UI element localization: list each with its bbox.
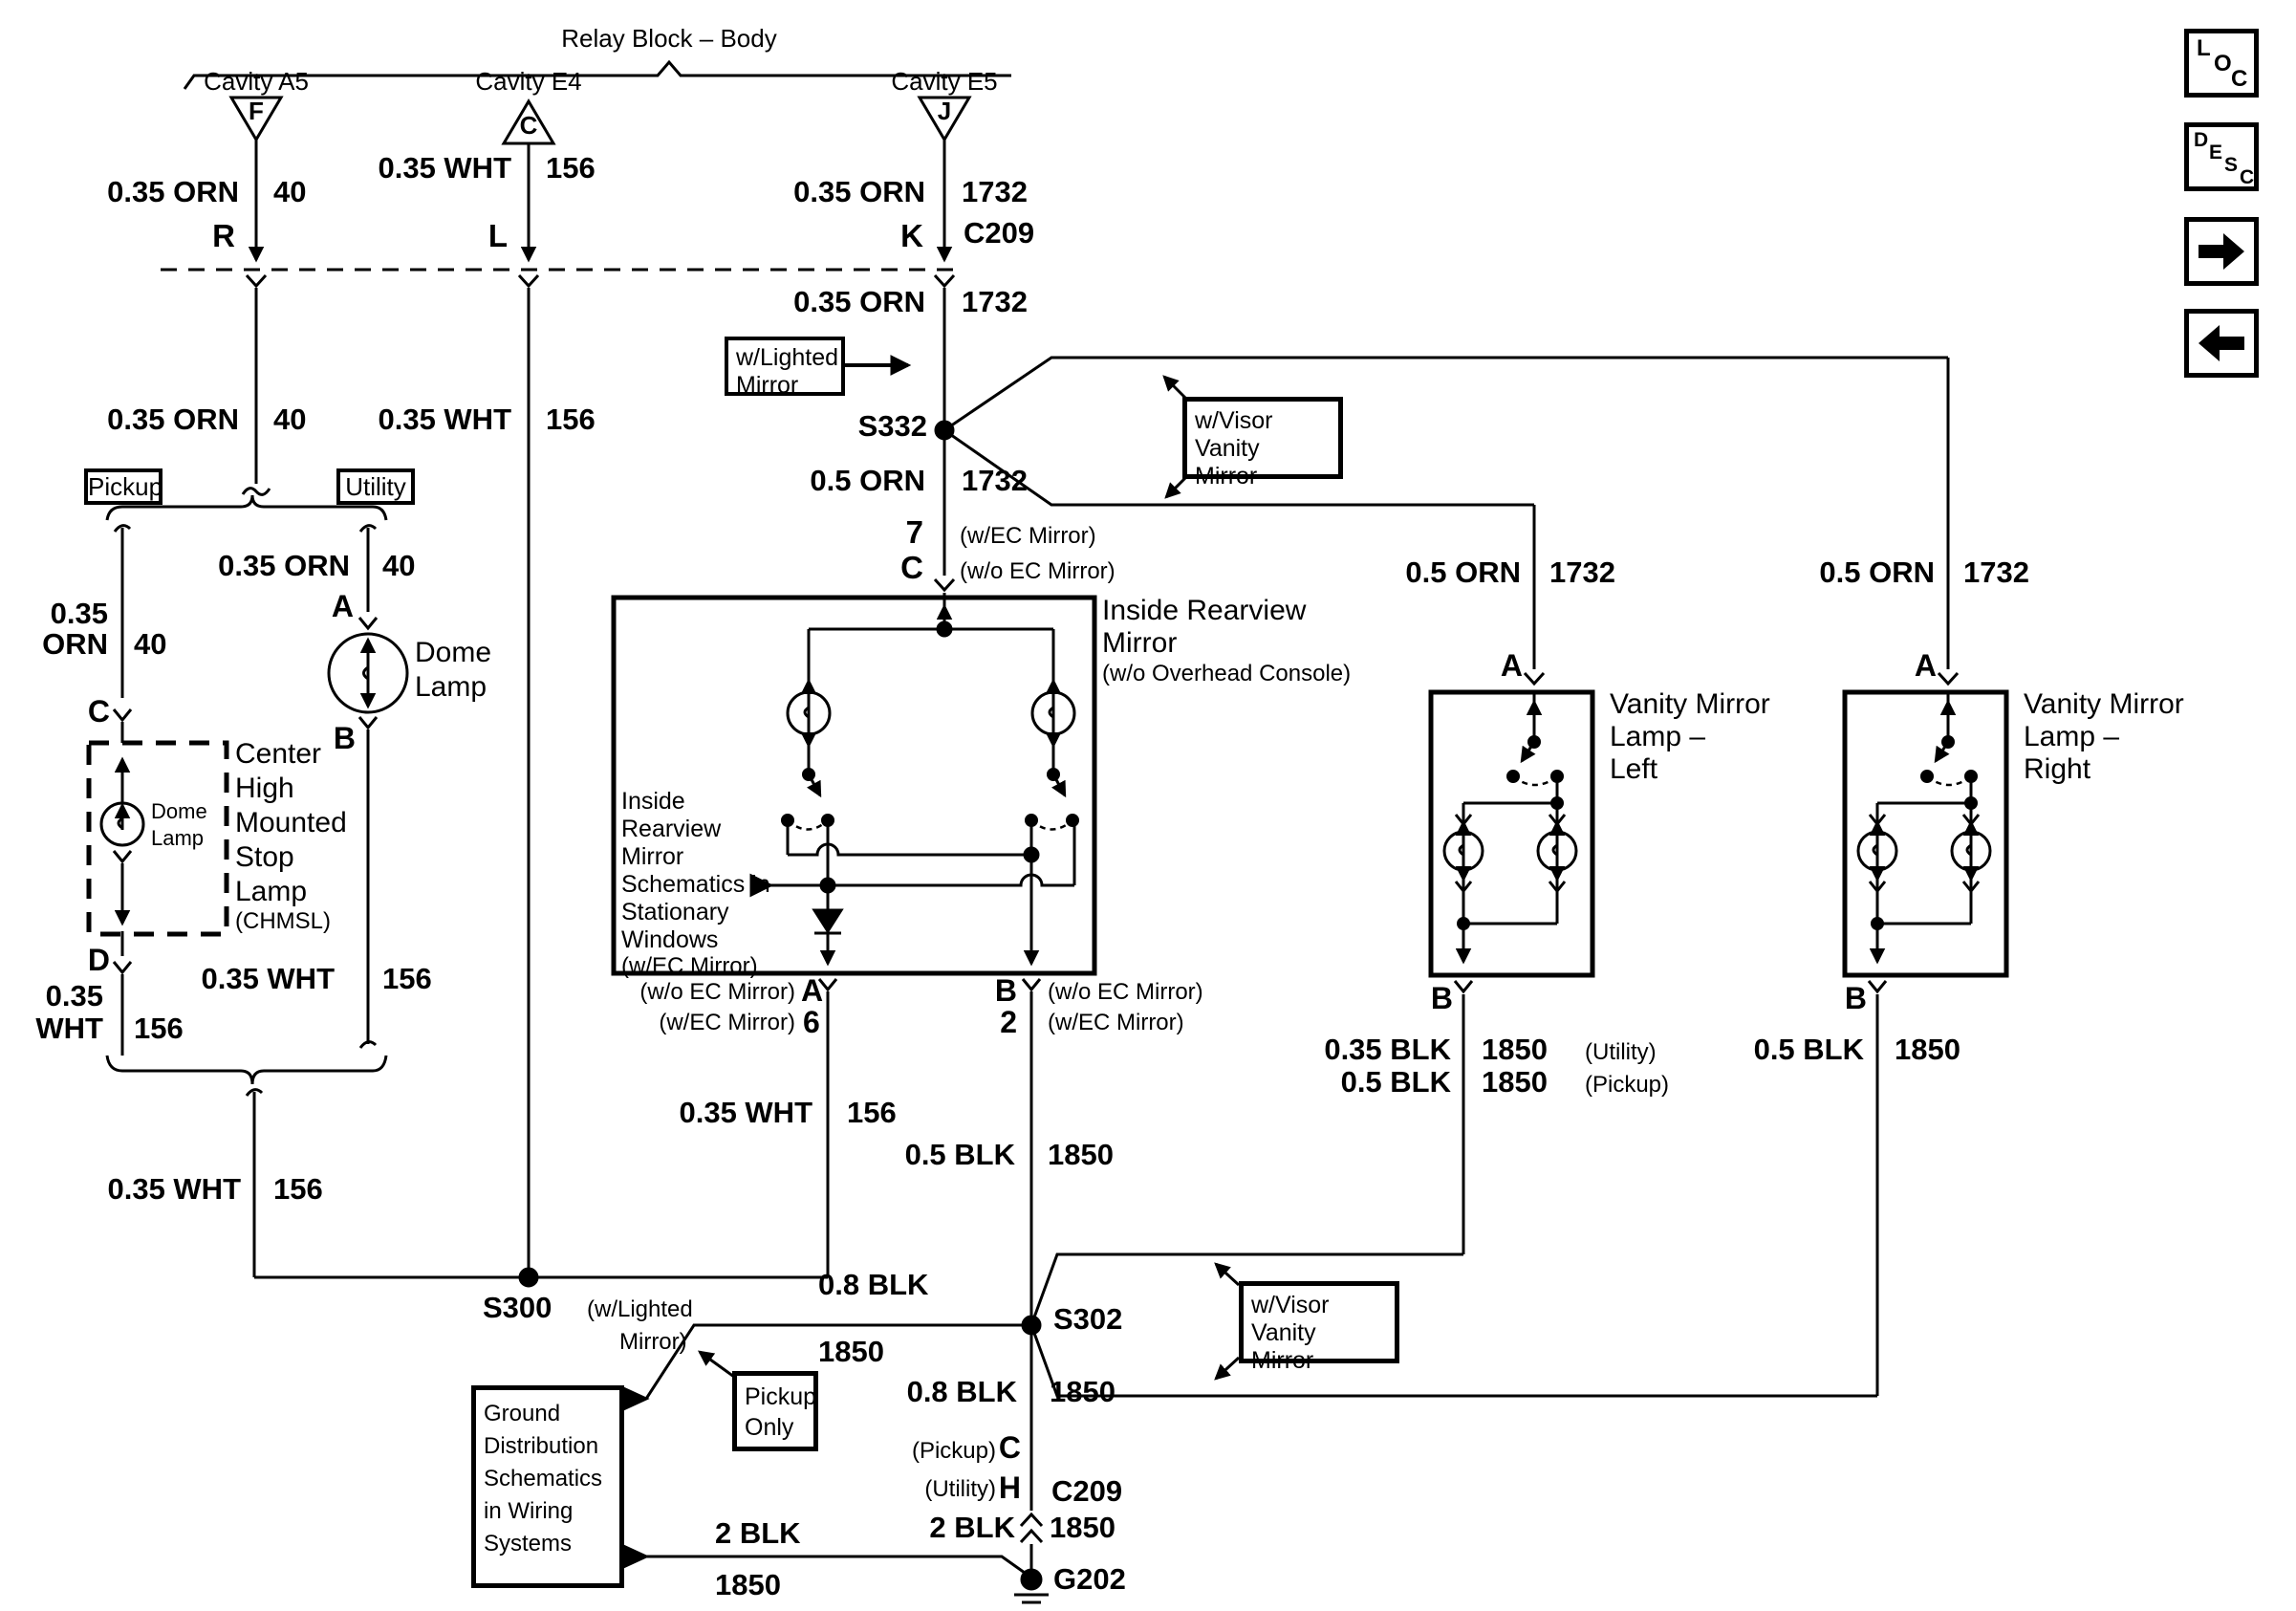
utility-variant-box [336, 468, 415, 505]
e4-lower-spec: 0.35 WHT [378, 403, 511, 436]
ground-drop-ckt: 1850 [1050, 1511, 1116, 1544]
pickup-variant-box [84, 468, 162, 505]
lighted-mirror-line2: Mirror [736, 372, 799, 399]
chmsl-out-spec2: WHT [35, 1012, 103, 1045]
e5-mirror-feed-ckt: 1732 [962, 464, 1028, 497]
s332-splice [845, 358, 1958, 684]
left-arrow-icon [2189, 314, 2254, 373]
pickup-variant-label: Pickup [88, 472, 163, 501]
loc-letter-c: C [2231, 66, 2248, 92]
irvm-a-out-spec: 0.35 WHT [679, 1096, 812, 1129]
c209b-pickup-pin: C [998, 1430, 1021, 1465]
vanity-right-out-ckt: 1850 [1895, 1033, 1960, 1066]
ground-run-spec: 2 BLK [715, 1516, 801, 1550]
irvm-note-4: Schematics in [621, 871, 770, 898]
irvm-pin-6: 6 [803, 1005, 820, 1039]
pickup-branch-spec1: 0.35 [50, 597, 108, 630]
vanity-left-out2-note: (Pickup) [1585, 1072, 1670, 1098]
dome-out-ckt: 156 [382, 962, 432, 995]
s302-left-spec: 0.8 BLK [818, 1268, 929, 1301]
irvm-title-1: Inside Rearview [1102, 595, 1307, 626]
desc-letter-s: S [2224, 154, 2239, 176]
pickup-only-callout [732, 1371, 818, 1451]
a5-lower-ckt: 40 [273, 403, 307, 436]
wht-trunk-ckt: 156 [273, 1172, 323, 1206]
lighted-mirror-line1: w/Lighted [736, 344, 839, 371]
s300-note-1: (w/Lighted [587, 1296, 693, 1322]
cavity-a5-pin: F [249, 97, 264, 125]
irvm-pin-7-note: (w/EC Mirror) [960, 523, 1096, 549]
loc-letter-l: L [2197, 35, 2211, 61]
s302-left-ckt: 1850 [818, 1335, 884, 1368]
next-page-button[interactable] [2184, 217, 2259, 286]
vanity-left-out2-ckt: 1850 [1482, 1065, 1548, 1099]
utility-branch-ckt: 40 [382, 549, 416, 582]
irvm-title-3: (w/o Overhead Console) [1102, 661, 1352, 686]
vanity-right-pin-b: B [1844, 981, 1867, 1015]
chmsl-title-1: Center [235, 738, 322, 770]
utility-variant-label: Utility [345, 472, 406, 501]
irvm-pin-c-note: (w/o EC Mirror) [960, 558, 1116, 584]
chmsl-lamp-label-1: Dome [151, 799, 207, 823]
chmsl-pin-d: D [87, 943, 110, 977]
chmsl-title-5: Lamp [235, 876, 308, 907]
vanity-right-title-1: Vanity Mirror [2024, 688, 2184, 720]
vanity-left-title-1: Vanity Mirror [1610, 688, 1770, 720]
visor-vanity-callout-top [1182, 397, 1343, 490]
vanity-left-out1-ckt: 1850 [1482, 1033, 1548, 1066]
irvm-pin-7: 7 [905, 514, 923, 550]
lighted-mirror-callout [725, 337, 845, 399]
ground-dist-line5: Systems [484, 1531, 573, 1557]
vanity-left-feed-spec: 0.5 ORN [1405, 555, 1521, 589]
c209b-utility-pin: H [998, 1470, 1021, 1505]
pickup-branch-ckt: 40 [134, 627, 167, 661]
irvm-note-3: Mirror [621, 843, 684, 870]
wht-trunk [107, 1056, 828, 1286]
dome-pin-b: B [333, 721, 356, 755]
chmsl-out-spec1: 0.35 [45, 979, 103, 1012]
irvm-pin-a: A [801, 973, 824, 1008]
loc-icon[interactable] [2184, 29, 2259, 98]
s332-label: S332 [857, 409, 927, 443]
pickup-only-line1: Pickup [745, 1383, 817, 1410]
desc-icon[interactable] [2184, 122, 2259, 191]
irvm-a-out-ckt: 156 [847, 1096, 897, 1129]
dome-lamp-label-2: Lamp [415, 671, 487, 703]
irvm-title-2: Mirror [1102, 627, 1178, 659]
c209-pin-r: R [212, 218, 235, 253]
c209-top-label: C209 [964, 216, 1035, 250]
c209-pin-k: K [900, 218, 923, 253]
desc-letter-e: E [2209, 142, 2223, 163]
irvm-pin-2-note: (w/EC Mirror) [1048, 1010, 1184, 1035]
prev-page-button[interactable] [2184, 309, 2259, 378]
irvm-note-2: Rearview [621, 816, 722, 842]
chmsl-title-2: High [235, 773, 294, 804]
dome-pin-a: A [331, 589, 354, 623]
vanity-left-out1-spec: 0.35 BLK [1324, 1033, 1451, 1066]
s300-label: S300 [483, 1291, 552, 1324]
vanity-right-feed-ckt: 1732 [1963, 555, 2029, 589]
s302-down-ckt: 1850 [1050, 1375, 1116, 1408]
cavity-e4-label: Cavity E4 [475, 67, 582, 96]
e5-upper-ckt: 1732 [962, 175, 1028, 208]
chmsl-title-6: (CHMSL) [235, 908, 331, 934]
cavity-e5-pin: J [937, 97, 952, 125]
a5-lower-spec: 0.35 ORN [107, 403, 239, 436]
loc-letter-o: O [2214, 51, 2232, 76]
vanity-right-out-spec: 0.5 BLK [1753, 1033, 1864, 1066]
a5-upper-spec: 0.35 ORN [107, 175, 239, 208]
cavity-e5-label: Cavity E5 [891, 67, 998, 96]
s302-label: S302 [1053, 1302, 1123, 1336]
vanity-left-pin-b: B [1430, 981, 1453, 1015]
ground-drop-spec: 2 BLK [929, 1511, 1015, 1544]
c209b-utility-note: (Utility) [924, 1476, 996, 1502]
irvm-note-1: Inside [621, 788, 685, 815]
ground-dist-line3: Schematics [484, 1466, 603, 1491]
vanity-right-pin-a: A [1914, 648, 1937, 683]
ground-run-ckt: 1850 [715, 1568, 781, 1601]
irvm-pin-b: B [994, 973, 1017, 1008]
chmsl-symbol [89, 743, 227, 1056]
pickup-only-line2: Only [745, 1414, 794, 1441]
vanity-left-symbol [1431, 692, 1592, 1254]
irvm-note-7: (w/EC Mirror) [621, 953, 758, 979]
chmsl-lamp-label-2: Lamp [151, 826, 205, 850]
relay-block-label: Relay Block – Body [561, 24, 777, 53]
e4-upper-spec: 0.35 WHT [378, 151, 511, 185]
irvm-pin-6-note: (w/EC Mirror) [659, 1010, 795, 1035]
irvm-pin-c: C [900, 550, 923, 585]
ground-dist-line1: Ground [484, 1401, 561, 1426]
g202-label: G202 [1053, 1562, 1126, 1596]
visor-top-line2: Mirror [1195, 463, 1258, 490]
desc-letter-c: C [2240, 166, 2255, 188]
s300-note-2: Mirror) [619, 1329, 687, 1355]
chmsl-out-ckt: 156 [134, 1012, 184, 1045]
irvm-pin-b-note: (w/o EC Mirror) [1048, 979, 1203, 1005]
s302-down-spec: 0.8 BLK [906, 1375, 1017, 1408]
ground-distribution-callout [471, 1385, 624, 1588]
cavity-a5-label: Cavity A5 [204, 67, 309, 96]
chmsl-title-4: Stop [235, 841, 294, 873]
irvm-pin-a-note: (w/o EC Mirror) [639, 979, 795, 1005]
desc-letter-d: D [2194, 129, 2209, 151]
dome-lamp-label-1: Dome [415, 637, 492, 668]
irvm-note-6: Windows [621, 926, 719, 953]
visor-vanity-callout-bottom [1239, 1281, 1399, 1374]
vanity-left-out2-spec: 0.5 BLK [1340, 1065, 1451, 1099]
e5-lower-ckt: 1732 [962, 285, 1028, 318]
vanity-right-title-3: Right [2024, 753, 2091, 785]
irvm-pin-2: 2 [1000, 1005, 1017, 1039]
vanity-right-title-2: Lamp – [2024, 721, 2120, 752]
visor-bottom-line2: Mirror [1251, 1347, 1314, 1374]
e5-lower-spec: 0.35 ORN [793, 285, 925, 318]
vanity-left-pin-a: A [1500, 648, 1523, 683]
irvm-b-out-spec: 0.5 BLK [904, 1138, 1015, 1171]
e5-mirror-feed-spec: 0.5 ORN [810, 464, 925, 497]
c209-bottom-label: C209 [1051, 1474, 1123, 1508]
vanity-left-title-3: Left [1610, 753, 1658, 785]
irvm-b-out-ckt: 1850 [1048, 1138, 1114, 1171]
visor-top-line1: w/Visor Vanity [1195, 407, 1273, 462]
vanity-left-out1-note: (Utility) [1585, 1039, 1657, 1065]
chmsl-pin-c: C [87, 694, 110, 729]
c209b-pickup-note: (Pickup) [911, 1438, 996, 1464]
ground-dist-line4: in Wiring [484, 1498, 574, 1524]
chmsl-title-3: Mounted [235, 807, 347, 838]
irvm-note-5: Stationary [621, 899, 729, 925]
dome-out-spec: 0.35 WHT [201, 962, 335, 995]
wht-trunk-spec: 0.35 WHT [107, 1172, 241, 1206]
e4-lower-ckt: 156 [546, 403, 596, 436]
right-arrow-icon [2189, 222, 2254, 281]
c209-pin-l: L [487, 218, 508, 253]
a5-upper-ckt: 40 [273, 175, 307, 208]
utility-branch-spec: 0.35 ORN [218, 549, 350, 582]
pickup-branch-spec2: ORN [42, 627, 108, 661]
visor-bottom-line1: w/Visor Vanity [1251, 1292, 1330, 1346]
vanity-left-title-2: Lamp – [1610, 721, 1706, 752]
e4-upper-ckt: 156 [546, 151, 596, 185]
ground-dist-line2: Distribution [484, 1433, 599, 1459]
vanity-left-feed-ckt: 1732 [1549, 555, 1615, 589]
vanity-right-feed-spec: 0.5 ORN [1819, 555, 1935, 589]
cavity-e4-pin: C [519, 111, 538, 140]
e5-upper-spec: 0.35 ORN [793, 175, 925, 208]
